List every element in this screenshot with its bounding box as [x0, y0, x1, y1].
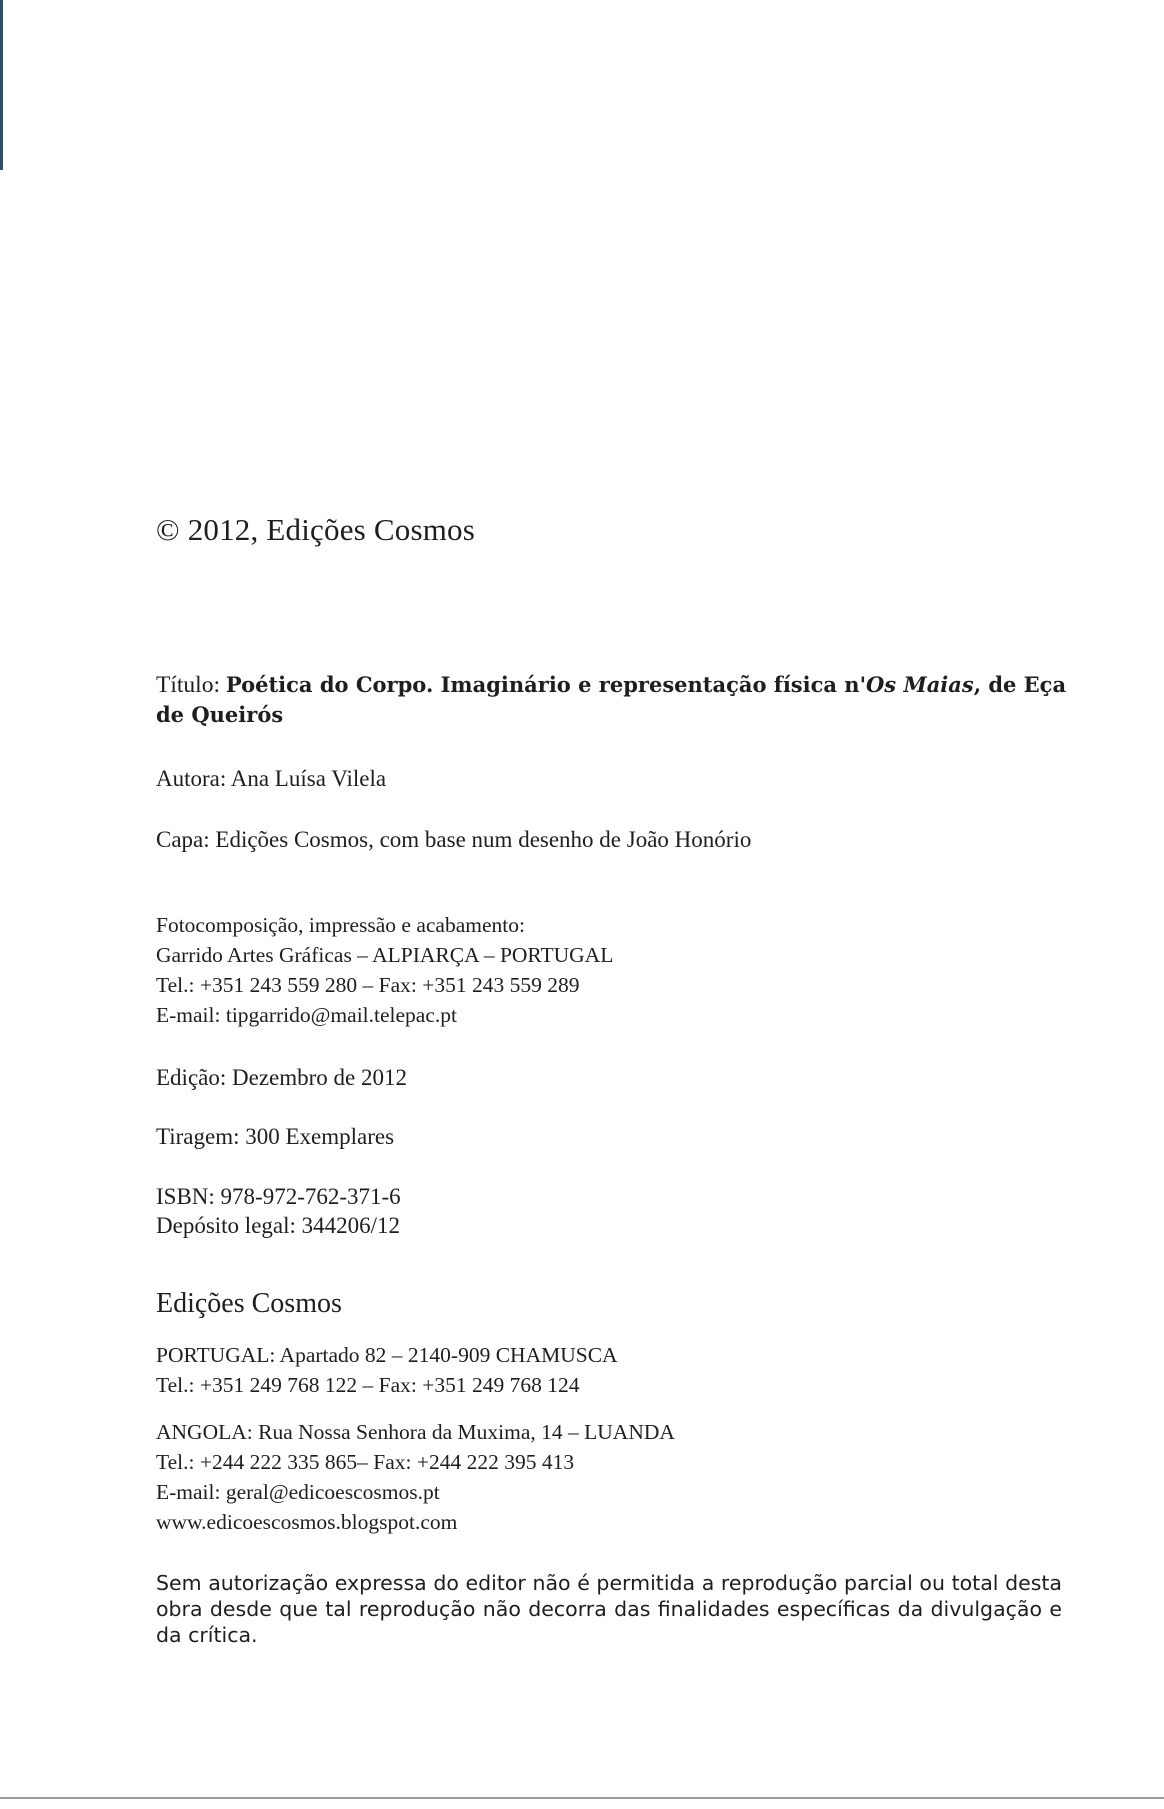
title-text-part1: Poética do Corpo. Imaginário e representação física n' [225, 672, 867, 697]
publisher-name: Edições Cosmos [156, 1288, 342, 1319]
title-entry [156, 670, 1090, 730]
copyright-line: © 2012, Edições Cosmos [156, 512, 476, 547]
publisher-angola-line: www.edicoescosmos.blogspot.com [156, 1510, 458, 1534]
title-text-italic: Os Maias [866, 672, 974, 697]
publisher-angola-line: ANGOLA: Rua Nossa Senhora da Muxima, 14 – LUANDA [156, 1420, 675, 1444]
printing-line: Garrido Artes Gráficas – ALPIARÇA – PORTUGAL [156, 943, 614, 967]
author-line: Autora: Ana Luísa Vilela [156, 766, 387, 791]
publisher-angola-line: Tel.: +244 222 335 865– Fax: +244 222 395 413 [156, 1450, 575, 1474]
title-value [156, 672, 1066, 727]
page-edge-mark [0, 0, 3, 170]
rights-notice: Sem autorização expressa do editor não é permitida a reprodução parcial ou total desta obra desde que tal reprodução não decorra das finalidades específicas da divulgação e da crítica. [156, 1571, 1062, 1647]
title-label: Título: [156, 672, 220, 698]
publisher-angola-line: E-mail: geral@edicoescosmos.pt [156, 1480, 440, 1504]
isbn-line: ISBN: 978-972-762-371-6 [156, 1184, 401, 1209]
publisher-portugal-line: Tel.: +351 249 768 122 – Fax: +351 249 768 124 [156, 1373, 580, 1397]
title-text-part2: , de Eça de Queirós [156, 672, 1067, 727]
cover-line: Capa: Edições Cosmos, com base num desenho de João Honório [156, 827, 752, 852]
edition-line: Edição: Dezembro de 2012 [156, 1065, 407, 1090]
printing-line: Tel.: +351 243 559 280 – Fax: +351 243 559 289 [156, 973, 580, 997]
legal-deposit-line: Depósito legal: 344206/12 [156, 1213, 401, 1238]
page-bottom-edge [0, 1797, 1164, 1799]
publisher-portugal-line: PORTUGAL: Apartado 82 – 2140-909 CHAMUSCA [156, 1343, 618, 1367]
printing-line: Fotocomposição, impressão e acabamento: [156, 913, 525, 937]
printing-line: E-mail: tipgarrido@mail.telepac.pt [156, 1003, 457, 1027]
print-run-line: Tiragem: 300 Exemplares [156, 1124, 395, 1149]
